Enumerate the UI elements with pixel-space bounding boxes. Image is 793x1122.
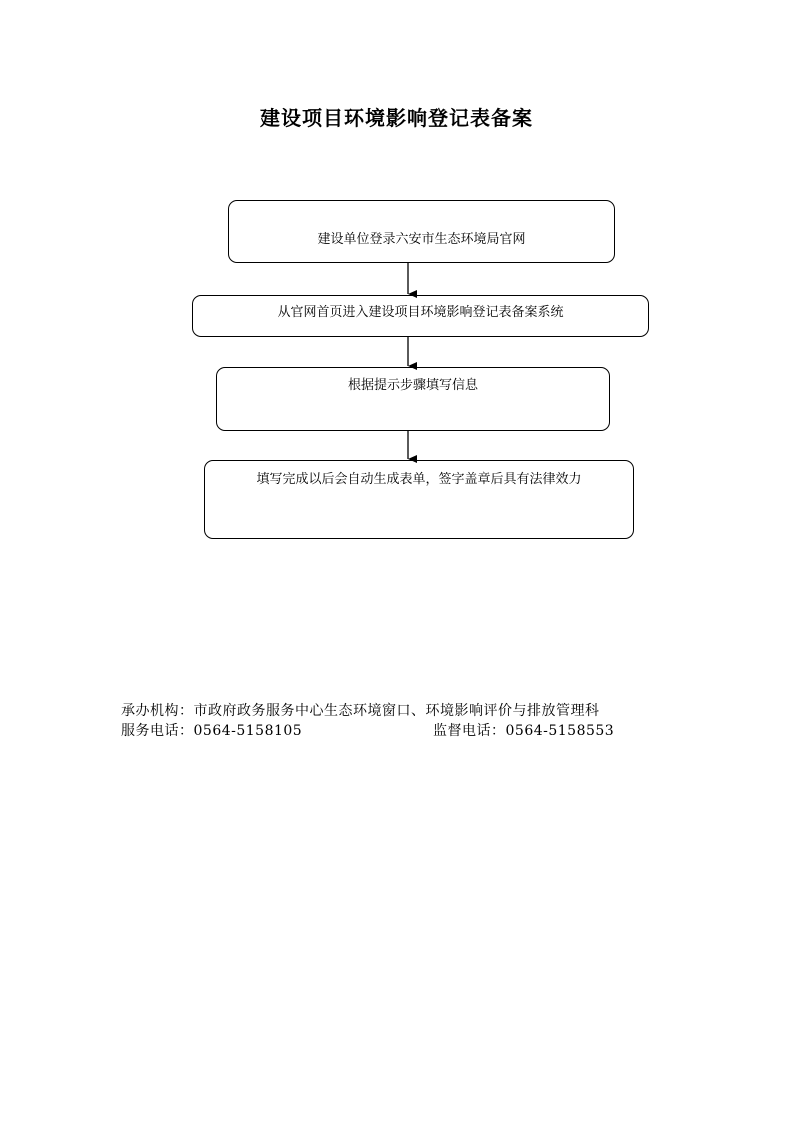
supervise-phone-value: 0564-5158553 — [505, 723, 615, 739]
organizer-line — [121, 701, 600, 721]
flow-step-3-text: 根据提示步骤填写信息 — [347, 378, 478, 393]
service-phone-value: 0564-5158105 — [193, 723, 303, 739]
supervise-phone-line — [433, 721, 614, 741]
flow-step-4 — [204, 460, 634, 539]
flow-step-1 — [228, 200, 615, 263]
organizer-value: 市政府政务服务中心生态环境窗口、环境影响评价与排放管理科 — [193, 703, 600, 719]
flow-step-2 — [192, 295, 649, 337]
flow-step-4-text: 填写完成以后会自动生成表单，签字盖章后具有法律效力 — [256, 472, 582, 487]
flow-step-2-text: 从官网首页进入建设项目环境影响登记表备案系统 — [277, 305, 564, 320]
supervise-phone-label: 监督电话： — [433, 723, 506, 739]
service-phone-label: 服务电话： — [121, 723, 194, 739]
service-phone-line — [121, 721, 302, 741]
organizer-label: 承办机构： — [121, 703, 194, 719]
flow-step-3 — [216, 367, 610, 431]
flow-step-1-text: 建设单位登录六安市生态环境局官网 — [317, 232, 526, 247]
page-title: 建设项目环境影响登记表备案 — [260, 106, 533, 130]
